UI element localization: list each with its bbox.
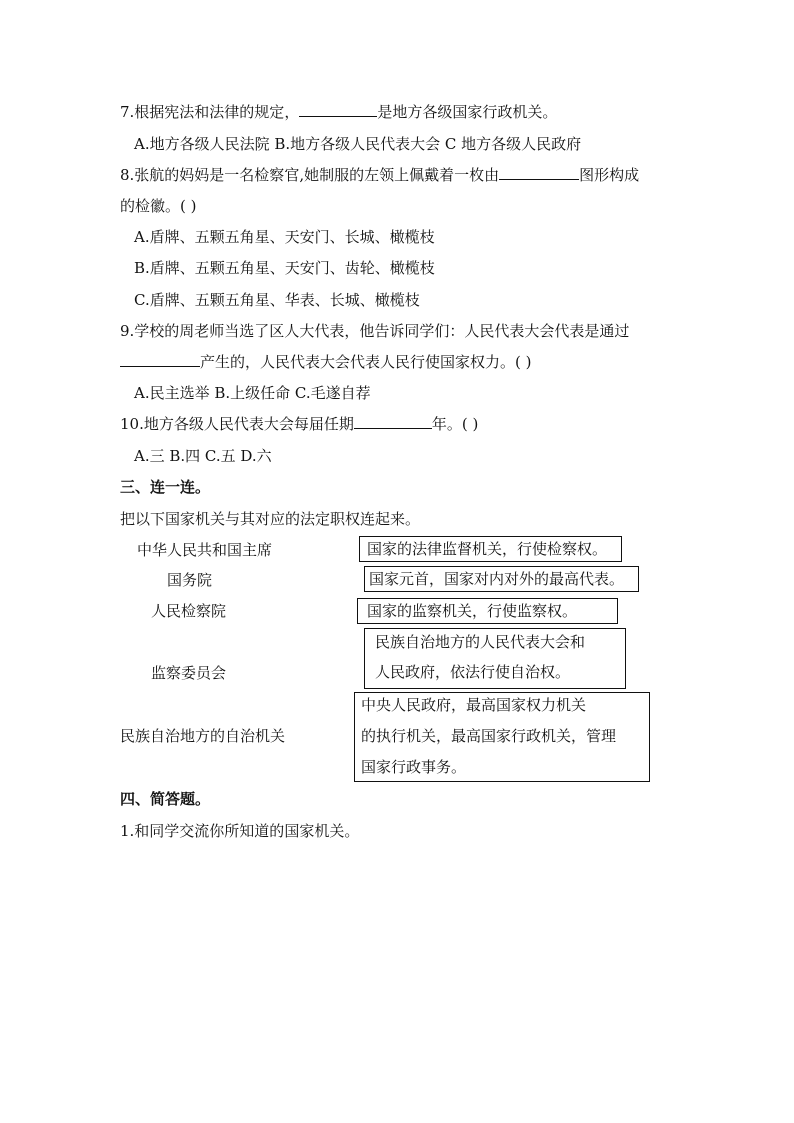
box-text: 国家的法律监督机关，行使检察权。 [367,540,608,558]
q8-stem-line2: 的检徽。( ) [120,197,197,215]
matching-left-item[interactable]: 中华人民共和国主席 [137,541,273,559]
q8-option-b: B.盾牌、五颗五角星、天安门、齿轮、橄榄枝 [134,259,435,277]
box-text: 国家元首，国家对内对外的最高代表。 [369,570,625,588]
q8-option-c: C.盾牌、五颗五角星、华表、长城、橄榄枝 [134,291,420,309]
q7-stem [120,102,557,122]
box-text: 国家行政事务。 [361,758,467,776]
q8-answer-blank[interactable] [499,165,579,180]
matching-right-box[interactable] [359,536,622,562]
q10-suffix: 年。( ) [431,415,479,433]
q9-options: A.民主选举 B.上级任命 C.毛遂自荐 [134,384,371,402]
q9-answer-blank[interactable] [120,352,200,367]
section4-q1: 1.和同学交流你所知道的国家机关。 [120,822,360,840]
section3-instruction: 把以下国家机关与其对应的法定职权连起来。 [120,510,421,528]
box-text: 中央人民政府，最高国家权力机关 [361,696,587,714]
q8-stem [120,165,639,185]
q9-stem: 9.学校的周老师当选了区人大代表，他告诉同学们：人民代表大会代表是通过 [120,322,630,340]
box-text: 人民政府，依法行使自治权。 [375,663,571,681]
matching-left-item[interactable]: 国务院 [167,571,213,589]
section4-heading: 四、简答题。 [120,790,211,808]
matching-right-box[interactable] [364,566,639,592]
matching-right-box[interactable] [357,598,618,624]
q10-answer-blank[interactable] [354,414,432,429]
q10-prefix: 10.地方各级人民代表大会每届任期 [120,415,354,433]
q9-stem-line2 [120,352,531,372]
q7-suffix: 是地方各级国家行政机关。 [377,103,558,121]
box-text: 国家的监察机关，行使监察权。 [367,602,578,620]
section3-heading: 三、连一连。 [120,478,211,496]
matching-left-item[interactable]: 人民检察院 [151,602,227,620]
box-text: 的执行机关，最高国家行政机关，管理 [361,727,617,745]
box-text: 民族自治地方的人民代表大会和 [375,633,586,651]
matching-left-item[interactable]: 民族自治地方的自治机关 [120,727,286,745]
q9-suffix: 产生的，人民代表大会代表人民行使国家权力。( ) [200,353,532,371]
q7-options: A.地方各级人民法院 B.地方各级人民代表大会 C 地方各级人民政府 [134,135,582,153]
q8-option-a: A.盾牌、五颗五角星、天安门、长城、橄榄枝 [134,228,435,246]
q7-prefix: 7.根据宪法和法律的规定， [120,103,300,121]
q7-answer-blank[interactable] [299,102,377,117]
matching-left-item[interactable]: 监察委员会 [151,664,227,682]
q10-options: A.三 B.四 C.五 D.六 [134,447,272,465]
q10-stem [120,414,478,434]
q8-prefix: 8.张航的妈妈是一名检察官,她制服的左领上佩戴着一枚由 [120,166,500,184]
matching-right-box[interactable] [364,628,626,689]
matching-right-box[interactable] [354,692,650,782]
q8-suffix: 图形构成 [579,166,640,184]
